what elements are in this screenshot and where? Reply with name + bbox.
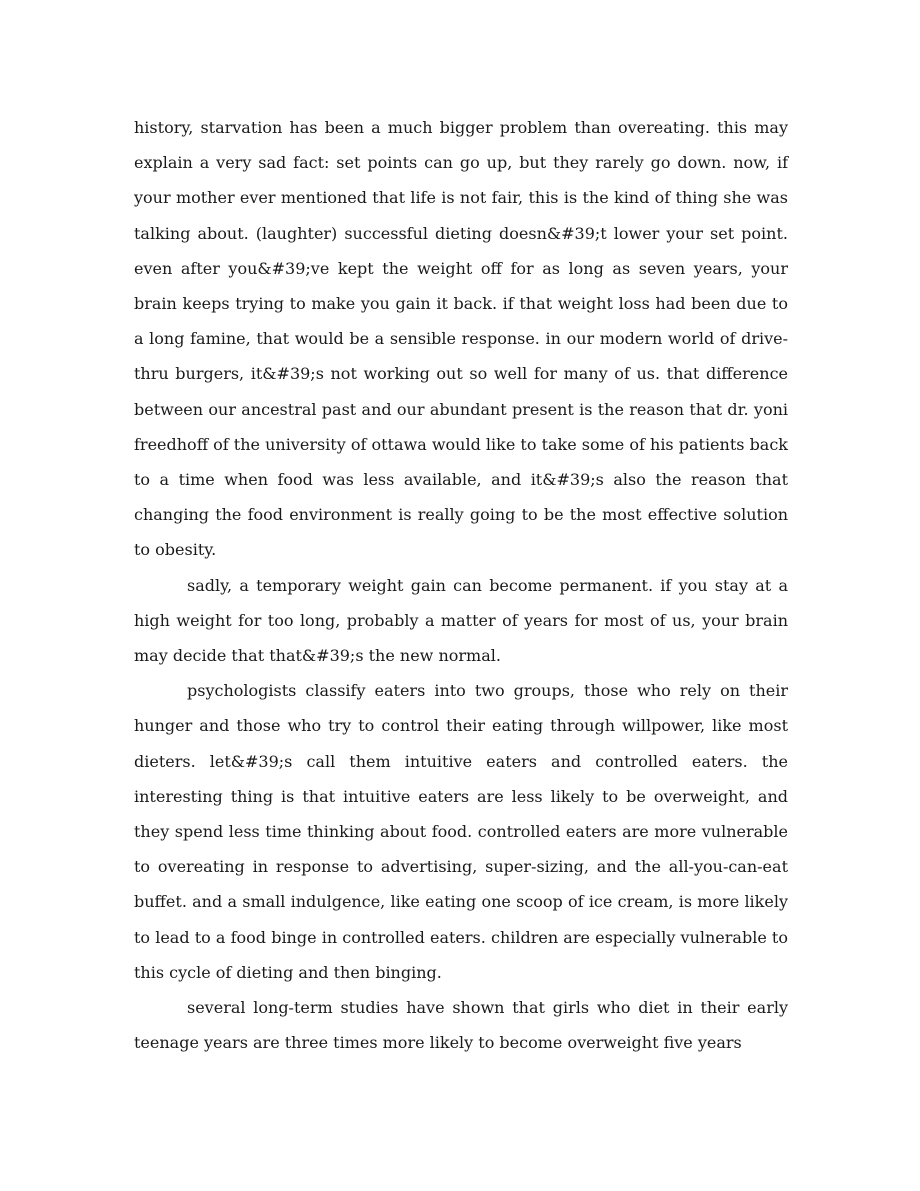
paragraph-2: sadly, a temporary weight gain can become permanent. if you stay at a high weight for too long, probably a matter of years for most of us, your brain may decide that that&#39;s the new normal. <box>134 575 788 666</box>
paragraph-4: several long-term studies have shown that girls who diet in their early teenage years are three times more likely to become overweight five years <box>134 998 788 1053</box>
paragraph-3: psychologists classify eaters into two groups, those who rely on their hunger and those who try to control their eating through willpower, like most dieters. let&#39;s call them intuitive eaters and controlled eaters. the interesting thing is that intuitive eaters are less likely to be overweight, and they spend less time thinking about food. controlled eaters are more vulnerable to overeating in response to advertising, super-sizing, and the all-you-can-eat buffet. and a small indulgence, like eating one scoop of ice cream, is more likely to lead to a food binge in controlled eaters. children are especially vulnerable to this cycle of dieting and then binging. <box>134 681 788 982</box>
document-page <box>134 110 788 1060</box>
paragraph-1: history, starvation has been a much bigger problem than overeating. this may explain a very sad fact: set points can go up, but they rarely go down. now, if your mother ever mentioned that life is not fair, this is the kind of thing she was talking about. (laughter) successful dieting doesn&#39;t lower your set point. even after you&#39;ve kept the weight off for as long as seven years, your brain keeps trying to make you gain it back. if that weight loss had been due to a long famine, that would be a sensible response. in our modern world of drive-thru burgers, it&#39;s not working out so well for many of us. that difference between our ancestral past and our abundant present is the reason that dr. yoni freedhoff of the university of ottawa would like to take some of his patients back to a time when food was less available, and it&#39;s also the reason that changing the food environment is really going to be the most effective solution to obesity. <box>134 118 788 560</box>
